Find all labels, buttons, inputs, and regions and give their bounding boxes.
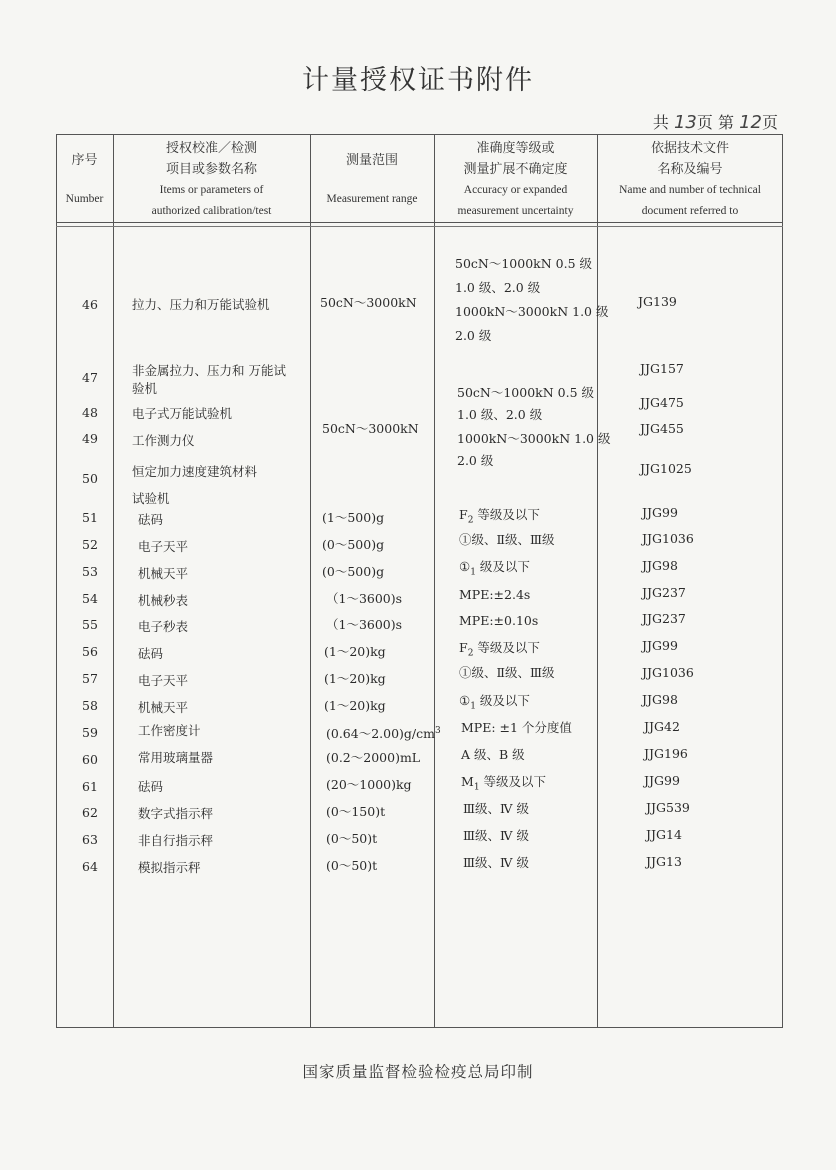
row-accuracy: ①级、Ⅱ级、Ⅲ级 (459, 665, 555, 680)
row-document: JJG98 (642, 692, 678, 707)
row-range: (0～500)g (322, 537, 385, 552)
header-range-en: Measurement range (326, 193, 418, 205)
row-item: 机械天平 (138, 700, 189, 715)
item-line: 验机 (132, 381, 158, 396)
header-range (310, 150, 434, 210)
accuracy-suffix: 等级及以下 (479, 774, 547, 789)
row-item: 常用玻璃量器 (138, 750, 214, 765)
page-info-mid: 页 第 (696, 113, 734, 132)
row-item: 机械天平 (138, 566, 189, 581)
row-document: JJG455 (640, 421, 684, 436)
row-number: 64 (82, 859, 98, 874)
header-accuracy-cn2: 测量扩展不确定度 (463, 162, 568, 177)
row-accuracy: A 级、B 级 (461, 747, 525, 762)
row-item: 砝码 (138, 646, 164, 661)
row-document: JJG42 (644, 719, 680, 734)
accuracy-prefix: F (459, 640, 468, 655)
row-range: (0～50)t (326, 858, 378, 873)
row-number: 51 (82, 510, 98, 525)
divider (310, 134, 311, 1028)
accuracy-line: 1000kN～3000kN 1.0 级 (457, 431, 611, 446)
row-accuracy (459, 639, 540, 663)
page-info (653, 110, 778, 133)
row-item: 模拟指示秤 (138, 860, 201, 875)
row-item: 电子秒表 (138, 619, 189, 634)
header-number (56, 150, 113, 210)
row-accuracy: Ⅲ级、Ⅳ 级 (463, 855, 530, 870)
row-number: 57 (82, 671, 98, 686)
page-current: 12 (739, 112, 762, 133)
row-range: (0～50)t (326, 831, 378, 846)
divider (434, 134, 435, 1028)
row-document: JJG196 (644, 746, 688, 761)
accuracy-subscript: 1 (473, 782, 480, 793)
header-accuracy (434, 138, 597, 222)
accuracy-suffix: 级及以下 (475, 559, 530, 574)
row-item: 机械秒表 (138, 593, 189, 608)
row-accuracy: MPE: ±1 个分度值 (461, 720, 572, 735)
row-number: 55 (82, 617, 98, 632)
row-number: 48 (82, 405, 98, 420)
row-item: 电子天平 (138, 539, 189, 554)
header-document-en2: document referred to (641, 205, 739, 217)
accuracy-line: 1.0 级、2.0 级 (457, 407, 543, 422)
row-range: (20～1000)kg (326, 777, 412, 792)
accuracy-subscript: 2 (467, 648, 474, 659)
divider (56, 222, 783, 223)
accuracy-suffix: 等级及以下 (473, 507, 540, 522)
row-item (132, 362, 286, 398)
header-document-en1: Name and number of technical (619, 184, 761, 196)
row-number: 61 (82, 779, 98, 794)
row-range: （1～3600)s (326, 591, 403, 606)
accuracy-line: 50cN～1000kN 0.5 级 (457, 385, 594, 400)
row-document: JJG13 (646, 854, 682, 869)
header-range-cn: 测量范围 (345, 153, 398, 168)
row-number: 60 (82, 752, 98, 767)
row-document: JJG99 (642, 638, 678, 653)
range-text: (0.64～2.00)g/cm (326, 726, 435, 742)
row-item: 电子式万能试验机 (132, 406, 233, 421)
row-accuracy: MPE:±2.4s (459, 587, 531, 602)
row-accuracy (455, 252, 608, 348)
row-number: 59 (82, 725, 98, 740)
row-item: 电子天平 (138, 673, 189, 688)
row-range: 50cN～3000kN (322, 421, 419, 436)
row-accuracy (457, 382, 610, 472)
header-items-cn1: 授权校准／检测 (165, 141, 257, 156)
header-document (597, 138, 783, 222)
header-accuracy-en2: measurement uncertainty (457, 205, 574, 217)
row-number: 49 (82, 431, 98, 446)
row-range: (1～500)g (322, 510, 385, 525)
row-accuracy: Ⅲ级、Ⅳ 级 (463, 801, 530, 816)
row-item: 砝码 (138, 779, 164, 794)
row-document: JJG99 (642, 505, 678, 520)
accuracy-line: 1.0 级、2.0 级 (455, 280, 541, 295)
accuracy-subscript: 1 (470, 567, 476, 578)
row-item: 数字式指示秤 (138, 806, 214, 821)
row-document: JJG157 (640, 361, 684, 376)
header-number-en: Number (65, 193, 104, 205)
row-number: 46 (82, 297, 98, 312)
header-number-cn: 序号 (71, 153, 98, 168)
row-document: JJG237 (642, 585, 686, 600)
row-range: (0～150)t (326, 804, 386, 819)
row-document: JJG475 (640, 395, 684, 410)
item-line: 非金属拉力、压力和 万能试 (132, 363, 286, 378)
row-document: JJG98 (642, 558, 678, 573)
accuracy-line: 50cN～1000kN 0.5 级 (455, 256, 592, 271)
row-document: JJG99 (644, 773, 680, 788)
row-range: (0.2～2000)mL (326, 750, 421, 765)
row-number: 62 (82, 805, 98, 820)
row-accuracy (459, 558, 530, 582)
footer-issuer: 国家质量监督检验检疫总局印制 (302, 1063, 534, 1081)
page-info-suffix: 页 (761, 113, 778, 132)
row-item: 砝码 (138, 512, 164, 527)
row-item: 工作密度计 (138, 723, 201, 738)
row-number: 58 (82, 698, 98, 713)
row-number: 56 (82, 644, 98, 659)
accuracy-prefix: F (459, 507, 468, 522)
row-number: 47 (82, 370, 98, 385)
row-range: 50cN～3000kN (320, 295, 417, 310)
accuracy-line: 2.0 级 (455, 328, 492, 343)
row-document: JJG237 (642, 611, 686, 626)
accuracy-suffix: 级及以下 (475, 693, 530, 708)
row-item: 拉力、压力和万能试验机 (132, 297, 270, 312)
row-item (132, 458, 257, 512)
item-line: 试验机 (132, 491, 170, 506)
header-items-cn2: 项目或参数名称 (165, 162, 257, 177)
row-document: JJG14 (646, 827, 682, 842)
row-number: 63 (82, 832, 98, 847)
row-range: （1～3600)s (326, 617, 403, 632)
accuracy-prefix: ① (459, 559, 471, 574)
accuracy-subscript: 1 (470, 701, 476, 712)
page-title: 计量授权证书附件 (302, 65, 534, 96)
header-accuracy-en1: Accuracy or expanded (463, 184, 568, 196)
header-accuracy-cn1: 准确度等级或 (476, 141, 555, 156)
accuracy-prefix: ① (459, 693, 471, 708)
row-document: JJG1036 (642, 531, 694, 546)
row-accuracy (461, 773, 546, 797)
accuracy-line: 2.0 级 (457, 453, 494, 468)
header-items-en1: Items or parameters of (159, 184, 264, 196)
page-total: 13 (673, 112, 697, 133)
row-range: (1～20)kg (324, 671, 386, 686)
item-line: 恒定加力速度建筑材料 (132, 464, 258, 479)
row-number: 50 (82, 471, 98, 486)
header-document-cn2: 名称及编号 (657, 162, 723, 177)
row-document: JJG539 (646, 800, 690, 815)
row-accuracy: MPE:±0.10s (459, 613, 539, 628)
header-items (113, 138, 310, 222)
row-document: JJG1025 (640, 461, 692, 476)
divider (56, 226, 783, 227)
row-range: (0～500)g (322, 564, 385, 579)
page-info-prefix: 共 (652, 113, 669, 132)
row-accuracy (459, 692, 530, 716)
accuracy-suffix: 等级及以下 (473, 640, 540, 655)
row-range (326, 722, 441, 743)
row-number: 52 (82, 537, 98, 552)
row-accuracy (459, 506, 540, 530)
row-number: 54 (82, 591, 98, 606)
accuracy-prefix: M (461, 774, 474, 789)
accuracy-line: 1000kN～3000kN 1.0 级 (455, 304, 609, 319)
divider (113, 134, 114, 1028)
row-document: JJG1036 (642, 665, 694, 680)
range-superscript: 3 (435, 726, 441, 736)
row-number: 53 (82, 564, 98, 579)
row-item: 非自行指示秤 (138, 833, 214, 848)
row-range: (1～20)kg (324, 644, 386, 659)
accuracy-subscript: 2 (467, 515, 474, 526)
row-accuracy: Ⅲ级、Ⅳ 级 (463, 828, 530, 843)
header-items-en2: authorized calibration/test (151, 205, 272, 217)
row-accuracy: ①级、Ⅱ级、Ⅲ级 (459, 532, 555, 547)
header-document-cn1: 依据技术文件 (650, 141, 729, 156)
row-item: 工作测力仪 (132, 433, 195, 448)
row-range: (1～20)kg (324, 698, 386, 713)
row-document: JG139 (638, 294, 677, 309)
